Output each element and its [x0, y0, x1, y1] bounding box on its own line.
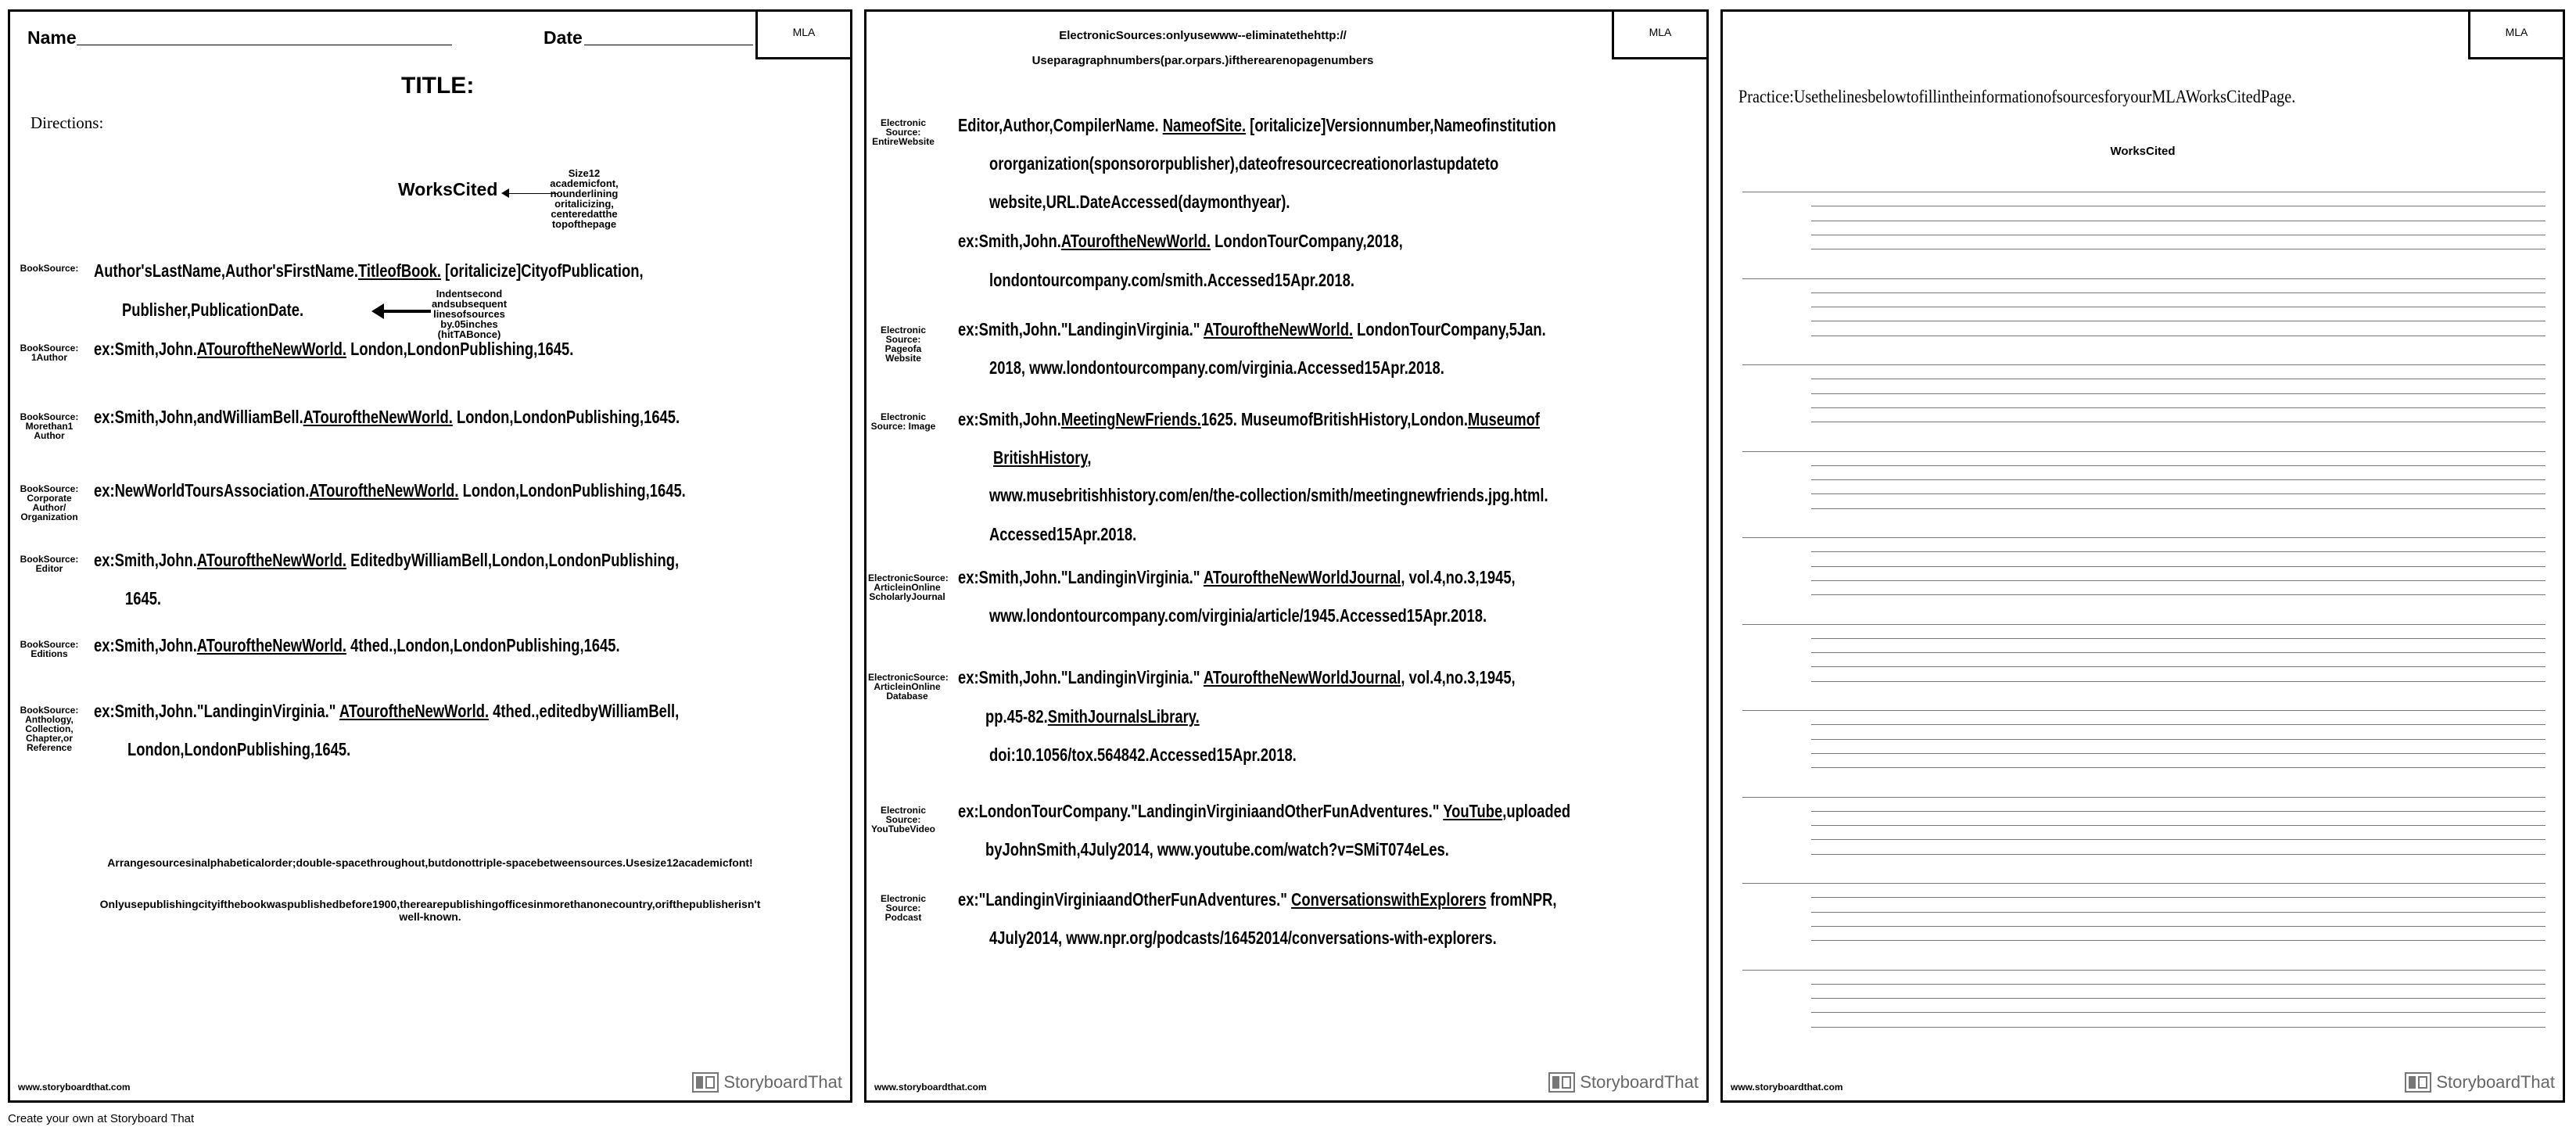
- practice-indent-line[interactable]: [1811, 594, 2546, 595]
- practice-indent-line[interactable]: [1811, 767, 2546, 768]
- label-corporate: BookSource: Corporate Author/ Organization: [20, 483, 79, 522]
- book-source-line-2: Publisher,PublicationDate.: [122, 300, 304, 320]
- directions-label: Directions:: [30, 113, 104, 132]
- date-label: Date: [544, 27, 583, 48]
- storyboardthat-logo: [1548, 1072, 1699, 1093]
- tip-publishing-city: Onlyusepublishingcityifthebookwaspublishedbefore1900,therearepublishingofficesinmorethanonecountry,orifthepublisherisn't well-known.: [99, 898, 761, 923]
- editor-example-line-1: ex:Smith,John.ATouroftheNewWorld. EditedbyWilliamBell,London,LondonPublishing,: [94, 550, 680, 570]
- practice-indent-line[interactable]: [1811, 479, 2546, 480]
- create-your-own-caption[interactable]: Create your own at Storyboard That: [8, 1112, 195, 1125]
- image-example-4: Accessed15Apr.2018.: [989, 524, 1137, 544]
- database-example-2: pp.45-82.SmithJournalsLibrary.: [985, 706, 1200, 727]
- storyboard-icon: [1548, 1072, 1575, 1093]
- label-page-of-website: Electronic Source: Pageofa Website: [880, 325, 927, 364]
- practice-indent-line[interactable]: [1811, 825, 2546, 826]
- footer-url[interactable]: www.storyboardthat.com: [18, 1082, 131, 1093]
- practice-indent-line[interactable]: [1811, 666, 2546, 667]
- practice-entry-line[interactable]: [1742, 364, 2546, 365]
- label-youtube-video: Electronic Source: YouTubeVideo: [870, 805, 935, 834]
- arrow-left-icon: [501, 188, 509, 198]
- label-online-database: ElectronicSource: ArticleinOnline Database: [868, 672, 949, 702]
- worksheet-panel-3: [1720, 9, 2565, 1103]
- label-image: Electronic Source: Image: [870, 411, 936, 432]
- practice-indent-line[interactable]: [1811, 407, 2546, 408]
- entire-website-line-1: Editor,Author,CompilerName. NameofSite. [oritalicize]Versionnumber,Nameofinstitution: [958, 115, 1556, 135]
- electronic-header-2: Useparagraphnumbers(par.orpars.)iftherearenopagenumbers: [1031, 54, 1374, 67]
- practice-indent-line[interactable]: [1811, 984, 2546, 985]
- practice-indent-line[interactable]: [1811, 508, 2546, 509]
- practice-indent-line[interactable]: [1811, 839, 2546, 840]
- practice-indent-line[interactable]: [1811, 753, 2546, 754]
- practice-indent-line[interactable]: [1811, 393, 2546, 394]
- footer-url[interactable]: www.storyboardthat.com: [1731, 1082, 1843, 1093]
- works-cited-title: WorksCited: [2110, 145, 2176, 158]
- brand-name: StoryboardThat: [2436, 1072, 2555, 1092]
- practice-indent-line[interactable]: [1811, 811, 2546, 812]
- practice-indent-line[interactable]: [1811, 652, 2546, 653]
- practice-indent-line[interactable]: [1811, 1027, 2546, 1028]
- practice-entry-line[interactable]: [1742, 797, 2546, 798]
- practice-indent-line[interactable]: [1811, 912, 2546, 913]
- mla-tab: MLA: [1612, 9, 1709, 59]
- practice-indent-line[interactable]: [1811, 724, 2546, 725]
- practice-indent-line[interactable]: [1811, 465, 2546, 466]
- practice-indent-line[interactable]: [1811, 580, 2546, 581]
- practice-indent-line[interactable]: [1811, 551, 2546, 552]
- brand-name: StoryboardThat: [1580, 1072, 1699, 1092]
- indent-note: Indentsecond andsubsequent linesofsources by.05inches (hitTABonce): [431, 288, 508, 340]
- practice-indent-line[interactable]: [1811, 940, 2546, 941]
- label-podcast: Electronic Source: Podcast: [880, 893, 927, 923]
- worksheet-panel-1: [8, 9, 852, 1103]
- storyboardthat-logo: [692, 1072, 842, 1093]
- title-label: TITLE:: [401, 73, 475, 99]
- practice-indent-line[interactable]: [1811, 493, 2546, 494]
- entire-website-line-3: website,URL.DateAccessed(daymonthyear).: [989, 192, 1290, 212]
- book-source-line-1: Author'sLastName,Author'sFirstName.TitleofBook. [oritalicize]CityofPublication,: [94, 260, 644, 281]
- electronic-header-1: ElectronicSources:onlyusewww--eliminatethehttp://: [1059, 29, 1347, 42]
- label-entire-website: Electronic Source: EntireWebsite: [872, 117, 935, 147]
- label-scholarly-journal: ElectronicSource: ArticleinOnline ScholarlyJournal: [868, 572, 949, 602]
- practice-entry-line[interactable]: [1742, 537, 2546, 538]
- practice-indent-line[interactable]: [1811, 638, 2546, 639]
- database-example-1: ex:Smith,John."LandinginVirginia." ATouroftheNewWorldJournal, vol.4,no.3,1945,: [958, 667, 1516, 687]
- works-cited-note: Size12 academicfont, nounderlining oritalicizing, centeredatthe topofthepage: [550, 167, 619, 230]
- image-example-3: www.musebritishhistory.com/en/the-collection/smith/meetingnewfriends.jpg.html.: [989, 485, 1548, 505]
- database-example-3: doi:10.1056/tox.564842.Accessed15Apr.2018.: [989, 745, 1297, 765]
- label-more-authors: BookSource: Morethan1 Author: [20, 411, 79, 441]
- practice-indent-line[interactable]: [1811, 926, 2546, 927]
- name-label: Name: [27, 27, 77, 48]
- journal-example-1: ex:Smith,John."LandinginVirginia." ATouroftheNewWorldJournal, vol.4,no.3,1945,: [958, 567, 1516, 587]
- practice-indent-line[interactable]: [1811, 998, 2546, 999]
- practice-entry-line[interactable]: [1742, 710, 2546, 711]
- mla-tab: MLA: [2468, 9, 2565, 59]
- arrow-left-bold-icon: [371, 303, 384, 319]
- label-book-source: BookSource:: [20, 263, 79, 274]
- youtube-example-1: ex:LondonTourCompany."LandinginVirginiaandOtherFunAdventures." YouTube,uploaded: [958, 801, 1571, 821]
- practice-entry-line[interactable]: [1742, 278, 2546, 279]
- works-cited-heading: WorksCited: [398, 179, 498, 199]
- image-example-1: ex:Smith,John.MeetingNewFriends.1625. MuseumofBritishHistory,London.Museumof: [958, 409, 1540, 429]
- practice-entry-line[interactable]: [1742, 624, 2546, 625]
- editor-example-line-2: 1645.: [125, 588, 162, 608]
- more-authors-example: ex:Smith,John,andWilliamBell.ATouroftheNewWorld. London,LondonPublishing,1645.: [94, 407, 680, 427]
- page-website-example-1: ex:Smith,John."LandinginVirginia." ATouroftheNewWorld. LondonTourCompany,5Jan.: [958, 319, 1546, 339]
- practice-instructions: Practice:UsethelinesbelowtofillintheinformationofsourcesforyourMLAWorksCitedPage.: [1738, 87, 2296, 106]
- entire-website-example-2: londontourcompany.com/smith.Accessed15Apr.2018.: [989, 270, 1354, 290]
- thick-arrow-line: [382, 310, 431, 313]
- practice-entry-line[interactable]: [1742, 883, 2546, 884]
- anthology-example-line-1: ex:Smith,John."LandinginVirginia." ATouroftheNewWorld. 4thed.,editedbyWilliamBell,: [94, 701, 680, 721]
- practice-entry-line[interactable]: [1742, 451, 2546, 452]
- journal-example-2: www.londontourcompany.com/virginia/article/1945.Accessed15Apr.2018.: [989, 605, 1487, 626]
- practice-indent-line[interactable]: [1811, 1012, 2546, 1013]
- page-website-example-2: 2018, www.londontourcompany.com/virginia.Accessed15Apr.2018.: [989, 357, 1444, 378]
- practice-indent-line[interactable]: [1811, 854, 2546, 855]
- label-anthology: BookSource: Anthology, Collection, Chapter,or Reference: [20, 705, 79, 753]
- storyboardthat-logo: [2405, 1072, 2555, 1093]
- label-editor: BookSource: Editor: [20, 554, 79, 574]
- tip-alphabetical: Arrangesourcesinalphabeticalorder;double-spacethroughout,butdonottriple-spacebetweensources.Usesize12academicfont!: [107, 856, 753, 869]
- practice-indent-line[interactable]: [1811, 681, 2546, 682]
- storyboard-icon: [2405, 1072, 2431, 1093]
- practice-indent-line[interactable]: [1811, 739, 2546, 740]
- podcast-example-2: 4July2014, www.npr.org/podcasts/16452014/conversations-with-explorers.: [989, 928, 1497, 948]
- label-one-author: BookSource: 1Author: [20, 343, 79, 363]
- one-author-example: ex:Smith,John.ATouroftheNewWorld. London,LondonPublishing,1645.: [94, 339, 574, 359]
- editions-example: ex:Smith,John.ATouroftheNewWorld. 4thed.,London,LondonPublishing,1645.: [94, 635, 620, 655]
- entire-website-line-2: ororganization(sponsororpublisher),dateofresourcecreationorlastupdateto: [989, 153, 1499, 174]
- label-editions: BookSource: Editions: [20, 639, 79, 659]
- practice-indent-line[interactable]: [1811, 566, 2546, 567]
- worksheet-panel-2: [864, 9, 1709, 1103]
- anthology-example-line-2: London,LondonPublishing,1645.: [127, 739, 351, 759]
- entire-website-example-1: ex:Smith,John.ATouroftheNewWorld. LondonTourCompany,2018,: [958, 231, 1403, 251]
- footer-url[interactable]: www.storyboardthat.com: [874, 1082, 987, 1093]
- corporate-example: ex:NewWorldToursAssociation.ATouroftheNewWorld. London,LondonPublishing,1645.: [94, 480, 686, 501]
- brand-name: StoryboardThat: [723, 1072, 842, 1092]
- storyboard-icon: [692, 1072, 719, 1093]
- image-example-2: BritishHistory,: [993, 447, 1092, 468]
- mla-tab: MLA: [755, 9, 852, 59]
- practice-indent-line[interactable]: [1811, 292, 2546, 293]
- youtube-example-2: byJohnSmith,4July2014, www.youtube.com/watch?v=SMiT074eLes.: [985, 839, 1449, 859]
- practice-indent-line[interactable]: [1811, 897, 2546, 898]
- podcast-example-1: ex:"LandinginVirginiaandOtherFunAdventures." ConversationswithExplorers fromNPR,: [958, 889, 1557, 910]
- practice-entry-line[interactable]: [1742, 970, 2546, 971]
